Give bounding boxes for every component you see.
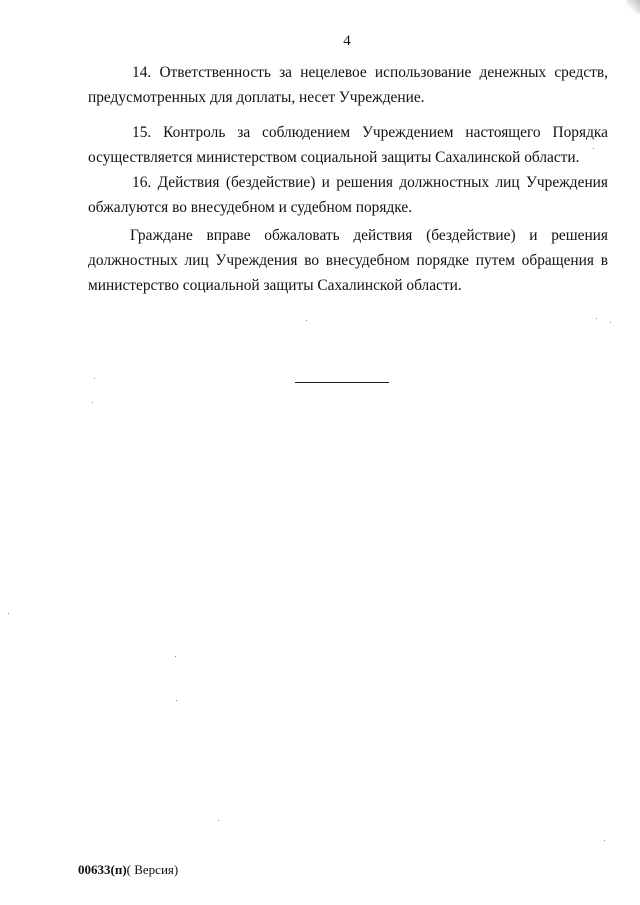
scan-speck — [218, 820, 219, 821]
end-of-text-divider — [295, 382, 389, 383]
scan-speck — [175, 656, 176, 657]
scan-speck — [8, 613, 9, 614]
paragraph-14: 14. Ответственность за нецелевое использование денежных средств, предусмотренных для доплаты, несет Учреждение. — [88, 64, 608, 106]
scan-speck — [176, 700, 177, 701]
scan-speck — [94, 378, 95, 379]
footer-code: 00633(п) — [78, 862, 127, 877]
scan-speck — [306, 320, 307, 321]
scan-corner-shadow — [626, 0, 640, 14]
scan-speck — [604, 840, 605, 841]
page-number: 4 — [343, 33, 351, 49]
paragraph-15: 15. Контроль за соблюдением Учреждением настоящего Порядка осуществляется министерством социальной защиты Сахалинской области. — [88, 124, 608, 166]
scan-speck — [593, 148, 594, 149]
footer-document-code — [78, 862, 178, 878]
paragraph-16: 16. Действия (бездействие) и решения должностных лиц Учреждения обжалуются во внесудебном и судебном порядке. — [88, 174, 608, 216]
scan-speck — [596, 318, 597, 319]
footer-version: ( Версия) — [126, 862, 179, 877]
scan-speck — [610, 322, 611, 323]
paragraph-citizens-appeal: Граждане вправе обжаловать действия (бездействие) и решения должностных лиц Учреждения во внесудебном порядке путем обращения в министерство социальной защиты Сахалинской области. — [88, 227, 608, 294]
scan-speck — [92, 402, 93, 403]
